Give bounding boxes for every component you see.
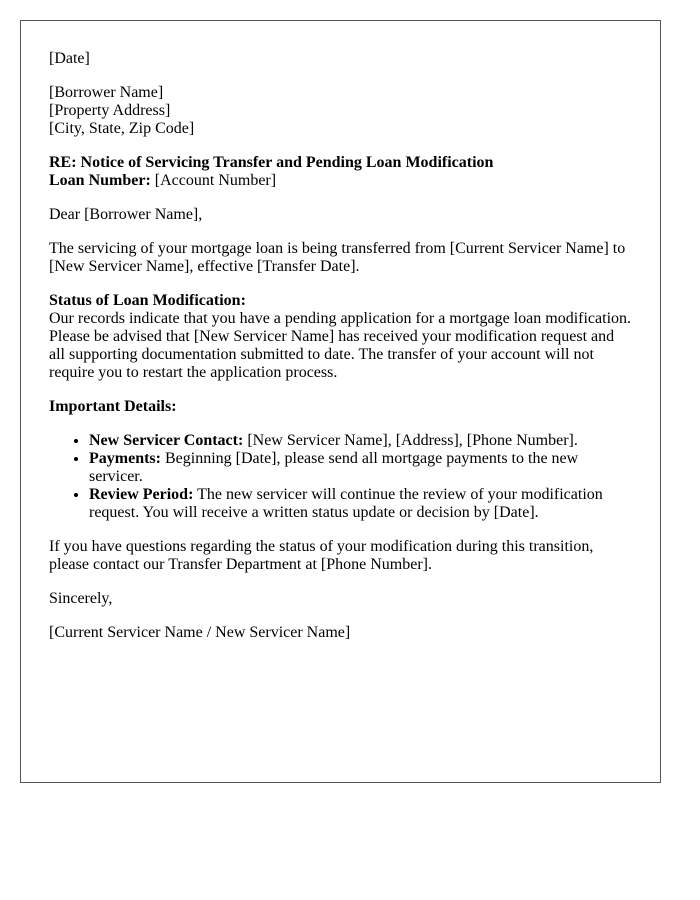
subject-line: RE: Notice of Servicing Transfer and Pending Loan Modification — [49, 154, 494, 171]
status-body: Our records indicate that you have a pending application for a mortgage loan modification. Please be advised that [New Servicer Name] has received your modification request and all supporting documentation submitted to date. The transfer of your account will not require you to restart the application process. — [49, 310, 632, 381]
recipient-name: [Borrower Name] — [49, 84, 164, 101]
status-heading: Status of Loan Modification: — [49, 292, 246, 309]
list-item — [89, 450, 632, 486]
intro-paragraph: The servicing of your mortgage loan is being transferred from [Current Servicer Name] to [New Servicer Name], effective [Transfer Date]. — [49, 240, 626, 275]
item-text: The new servicer will continue the review of your modification request. You will receive a written status update or decision by [Date]. — [89, 486, 603, 521]
loan-number-value: [Account Number] — [154, 172, 277, 189]
signature: [Current Servicer Name / New Servicer Name] — [49, 624, 351, 641]
loan-number-label: Loan Number: — [49, 172, 151, 189]
letter — [20, 20, 661, 783]
item-label: New Servicer Contact: — [89, 432, 244, 449]
item-text: [New Servicer Name], [Address], [Phone Number]. — [247, 432, 578, 449]
list-item — [89, 432, 632, 450]
recipient-address: [Property Address] — [49, 102, 171, 119]
closing-paragraph: If you have questions regarding the status of your modification during this transition, please contact our Transfer Department at [Phone Number]. — [49, 538, 594, 573]
salutation: Dear [Borrower Name], — [49, 206, 203, 223]
subject-block — [49, 154, 632, 190]
details-heading — [49, 398, 632, 416]
item-text: Beginning [Date], please send all mortgage payments to the new servicer. — [89, 450, 579, 485]
status-section — [49, 292, 632, 382]
list-item — [89, 486, 632, 522]
item-label: Review Period: — [89, 486, 194, 503]
details-heading-text: Important Details: — [49, 398, 177, 415]
details-list — [49, 432, 632, 522]
item-label: Payments: — [89, 450, 161, 467]
signoff: Sincerely, — [49, 590, 113, 607]
recipient-city: [City, State, Zip Code] — [49, 120, 195, 137]
letter-date: [Date] — [49, 50, 90, 67]
recipient-block — [49, 84, 632, 138]
